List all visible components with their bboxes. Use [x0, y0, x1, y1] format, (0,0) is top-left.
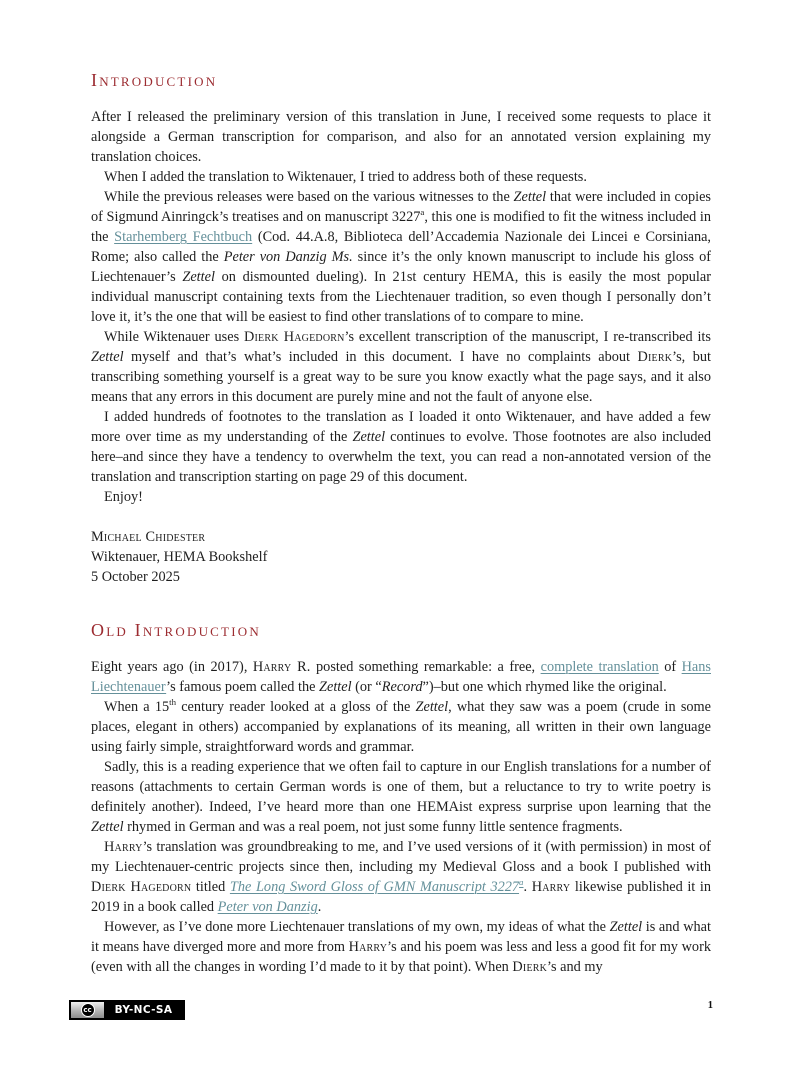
book-title-link[interactable]: a: [519, 877, 524, 888]
paragraph: [91, 757, 711, 837]
signature-date: 5 October 2025: [91, 569, 180, 585]
text-run: ’s famous poem called the: [166, 679, 320, 695]
text-run: Zettel: [319, 679, 352, 695]
text-run: (or “: [351, 679, 382, 695]
text-run: that were included in copies of Sigmund Ainringck’s treatises and on manuscript 3227: [91, 189, 711, 225]
text-run: myself and that’s what’s included in this document. I have no complaints about: [123, 349, 638, 365]
text-run: since it’s the only known manuscript to include his gloss of Liechtenauer’s: [91, 249, 712, 285]
paragraph: [91, 657, 711, 697]
text-run: Zettel: [513, 189, 547, 205]
text-run: of: [658, 659, 682, 675]
text-run: th: [169, 697, 177, 708]
text-run: a: [420, 207, 425, 218]
text-run: (Cod. 44.A.8, Biblioteca dell’Accademia Nazionale dei Lincei e Corsiniana, Rome; also called the: [91, 229, 712, 265]
text-run: Enjoy!: [104, 489, 143, 505]
text-run: While the previous releases were based on the various witnesses to the: [104, 189, 514, 205]
small-caps-name: Dierk Hagedorn: [244, 329, 345, 345]
text-run: , this one is modified to fit the witness included in the: [91, 209, 711, 245]
small-caps-name: Harry: [348, 939, 388, 955]
text-run: is and what it means have diverged more and more from: [91, 919, 711, 955]
paragraph: [91, 917, 711, 977]
text-link[interactable]: Hans Liechtenauer: [91, 659, 711, 695]
text-run: ”)–but one which rhymed like the original.: [422, 679, 667, 695]
paragraph: [91, 837, 711, 917]
text-run: likewise published it in 2019 in a book called: [91, 879, 712, 915]
section-heading-old-introduction: Old Introduction: [91, 620, 261, 640]
small-caps-name: Harry R.: [252, 659, 311, 675]
text-run: Zettel: [415, 699, 449, 715]
cc-logo-panel: [71, 1002, 104, 1018]
section-body: [91, 657, 711, 977]
text-run: ’s, but transcribing something yourself is a great way to be sure you know exactly what the page says, and it also means that any errors in this document are purely mine and not the fault of anyone else.: [91, 349, 711, 405]
book-title-link[interactable]: Peter von Danzig: [217, 899, 318, 915]
cc-icon: cc: [81, 1003, 95, 1017]
text-link[interactable]: complete translation: [540, 659, 659, 675]
text-run: When a 15: [104, 699, 170, 715]
signature-name: Michael Chidester: [91, 529, 206, 545]
small-caps-name: Harry: [531, 879, 571, 895]
text-run: While Wiktenauer uses: [104, 329, 244, 345]
paragraph: [91, 167, 711, 187]
small-caps-name: Harry: [104, 839, 143, 855]
paragraph: [91, 327, 711, 407]
paragraph: [91, 187, 711, 327]
paragraph: [91, 407, 711, 487]
text-run: , what they saw was a poem (crude in some places, elegant in others) accompanied by explanations of its meaning, all written in their own language using fairly simple, straightforward words and grammar.: [91, 699, 711, 755]
paragraph: [91, 487, 711, 507]
text-run: century reader looked at a gloss of the: [176, 699, 416, 715]
page-number: 1: [707, 1000, 713, 1011]
book-title-link[interactable]: The Long Sword Gloss of GMN Manuscript 3227: [229, 879, 520, 895]
text-run: I added hundreds of footnotes to the translation as I loaded it onto Wiktenauer, and have added a few more over time as my understanding of the: [91, 409, 711, 445]
signature-org: Wiktenauer, HEMA Bookshelf: [91, 549, 268, 565]
text-run: on dismounted dueling). In 21st century HEMA, this is easily the most popular individual manuscript containing texts from the Liechtenauer tradition, so even though I personally don’t love it, it’s the one that will be easiest to find other translations of to compare to mine.: [91, 269, 711, 325]
text-run: Zettel: [91, 819, 124, 835]
text-run: ’s excellent transcription of the manuscript, I re-transcribed its: [344, 329, 711, 345]
text-run: continues to evolve. Those footnotes are also included here–and since they have a tendency to overwhelm the text, you can read a non-annotated version of the translation and transcription starting on page 29 of this document.: [91, 429, 712, 485]
text-run: After I released the preliminary version of this translation in June, I received some requests to place it alongside a German transcription for comparison, and also for an annotated version explaining my translation choices.: [91, 109, 711, 165]
text-run: Zettel: [91, 349, 124, 365]
text-run: ’s and my: [547, 959, 603, 975]
document-page: [91, 70, 711, 977]
small-caps-name: Dierk: [637, 349, 673, 365]
text-run: Eight years ago (in 2017),: [91, 659, 253, 675]
text-run: When I added the translation to Wiktenauer, I tried to address both of these requests.: [104, 169, 587, 185]
section-body: [91, 107, 711, 507]
paragraph: [91, 697, 711, 757]
text-run: ’s translation was groundbreaking to me, and I’ve used versions of it (with permission) in most of my Liechtenauer-centric projects since then, including my Medieval Gloss and a book I published with: [91, 839, 711, 875]
text-run: .: [317, 899, 322, 915]
text-run: Zettel: [182, 269, 215, 285]
text-run: ’s and his poem was less and less a good fit for my work (even with all the changes in wording I’d made to it by that point). When: [91, 939, 711, 975]
text-run: .: [523, 879, 532, 895]
paragraph: [91, 107, 711, 167]
small-caps-name: Dierk: [512, 959, 548, 975]
cc-license-badge[interactable]: [69, 1000, 185, 1020]
text-run: posted something remarkable: a free,: [310, 659, 541, 675]
text-link[interactable]: Starhemberg Fechtbuch: [114, 229, 253, 245]
text-run: However, as I’ve done more Liechtenauer translations of my own, my ideas of what the: [104, 919, 610, 935]
text-run: titled: [191, 879, 230, 895]
small-caps-name: Dierk Hagedorn: [91, 879, 192, 895]
text-run: Sadly, this is a reading experience that we often fail to capture in our English translations for a number of reasons (attachments to certain German words is one of them, but a reluctance to try to write poetry is definitely another). Indeed, I’ve heard more than one HEMAist express surprise upon learning that the: [91, 759, 711, 815]
text-run: Record: [381, 679, 423, 695]
section-old-introduction: [91, 620, 711, 977]
text-run: Zettel: [352, 429, 386, 445]
signature-block: [91, 527, 711, 587]
section-heading-introduction: Introduction: [91, 70, 218, 90]
section-introduction: [91, 70, 711, 587]
cc-license-label: BY-NC-SA: [104, 1002, 183, 1018]
text-run: rhymed in German and was a real poem, not just some funny little sentence fragments.: [123, 819, 623, 835]
text-run: Zettel: [609, 919, 643, 935]
text-run: Peter von Danzig Ms.: [223, 249, 353, 265]
